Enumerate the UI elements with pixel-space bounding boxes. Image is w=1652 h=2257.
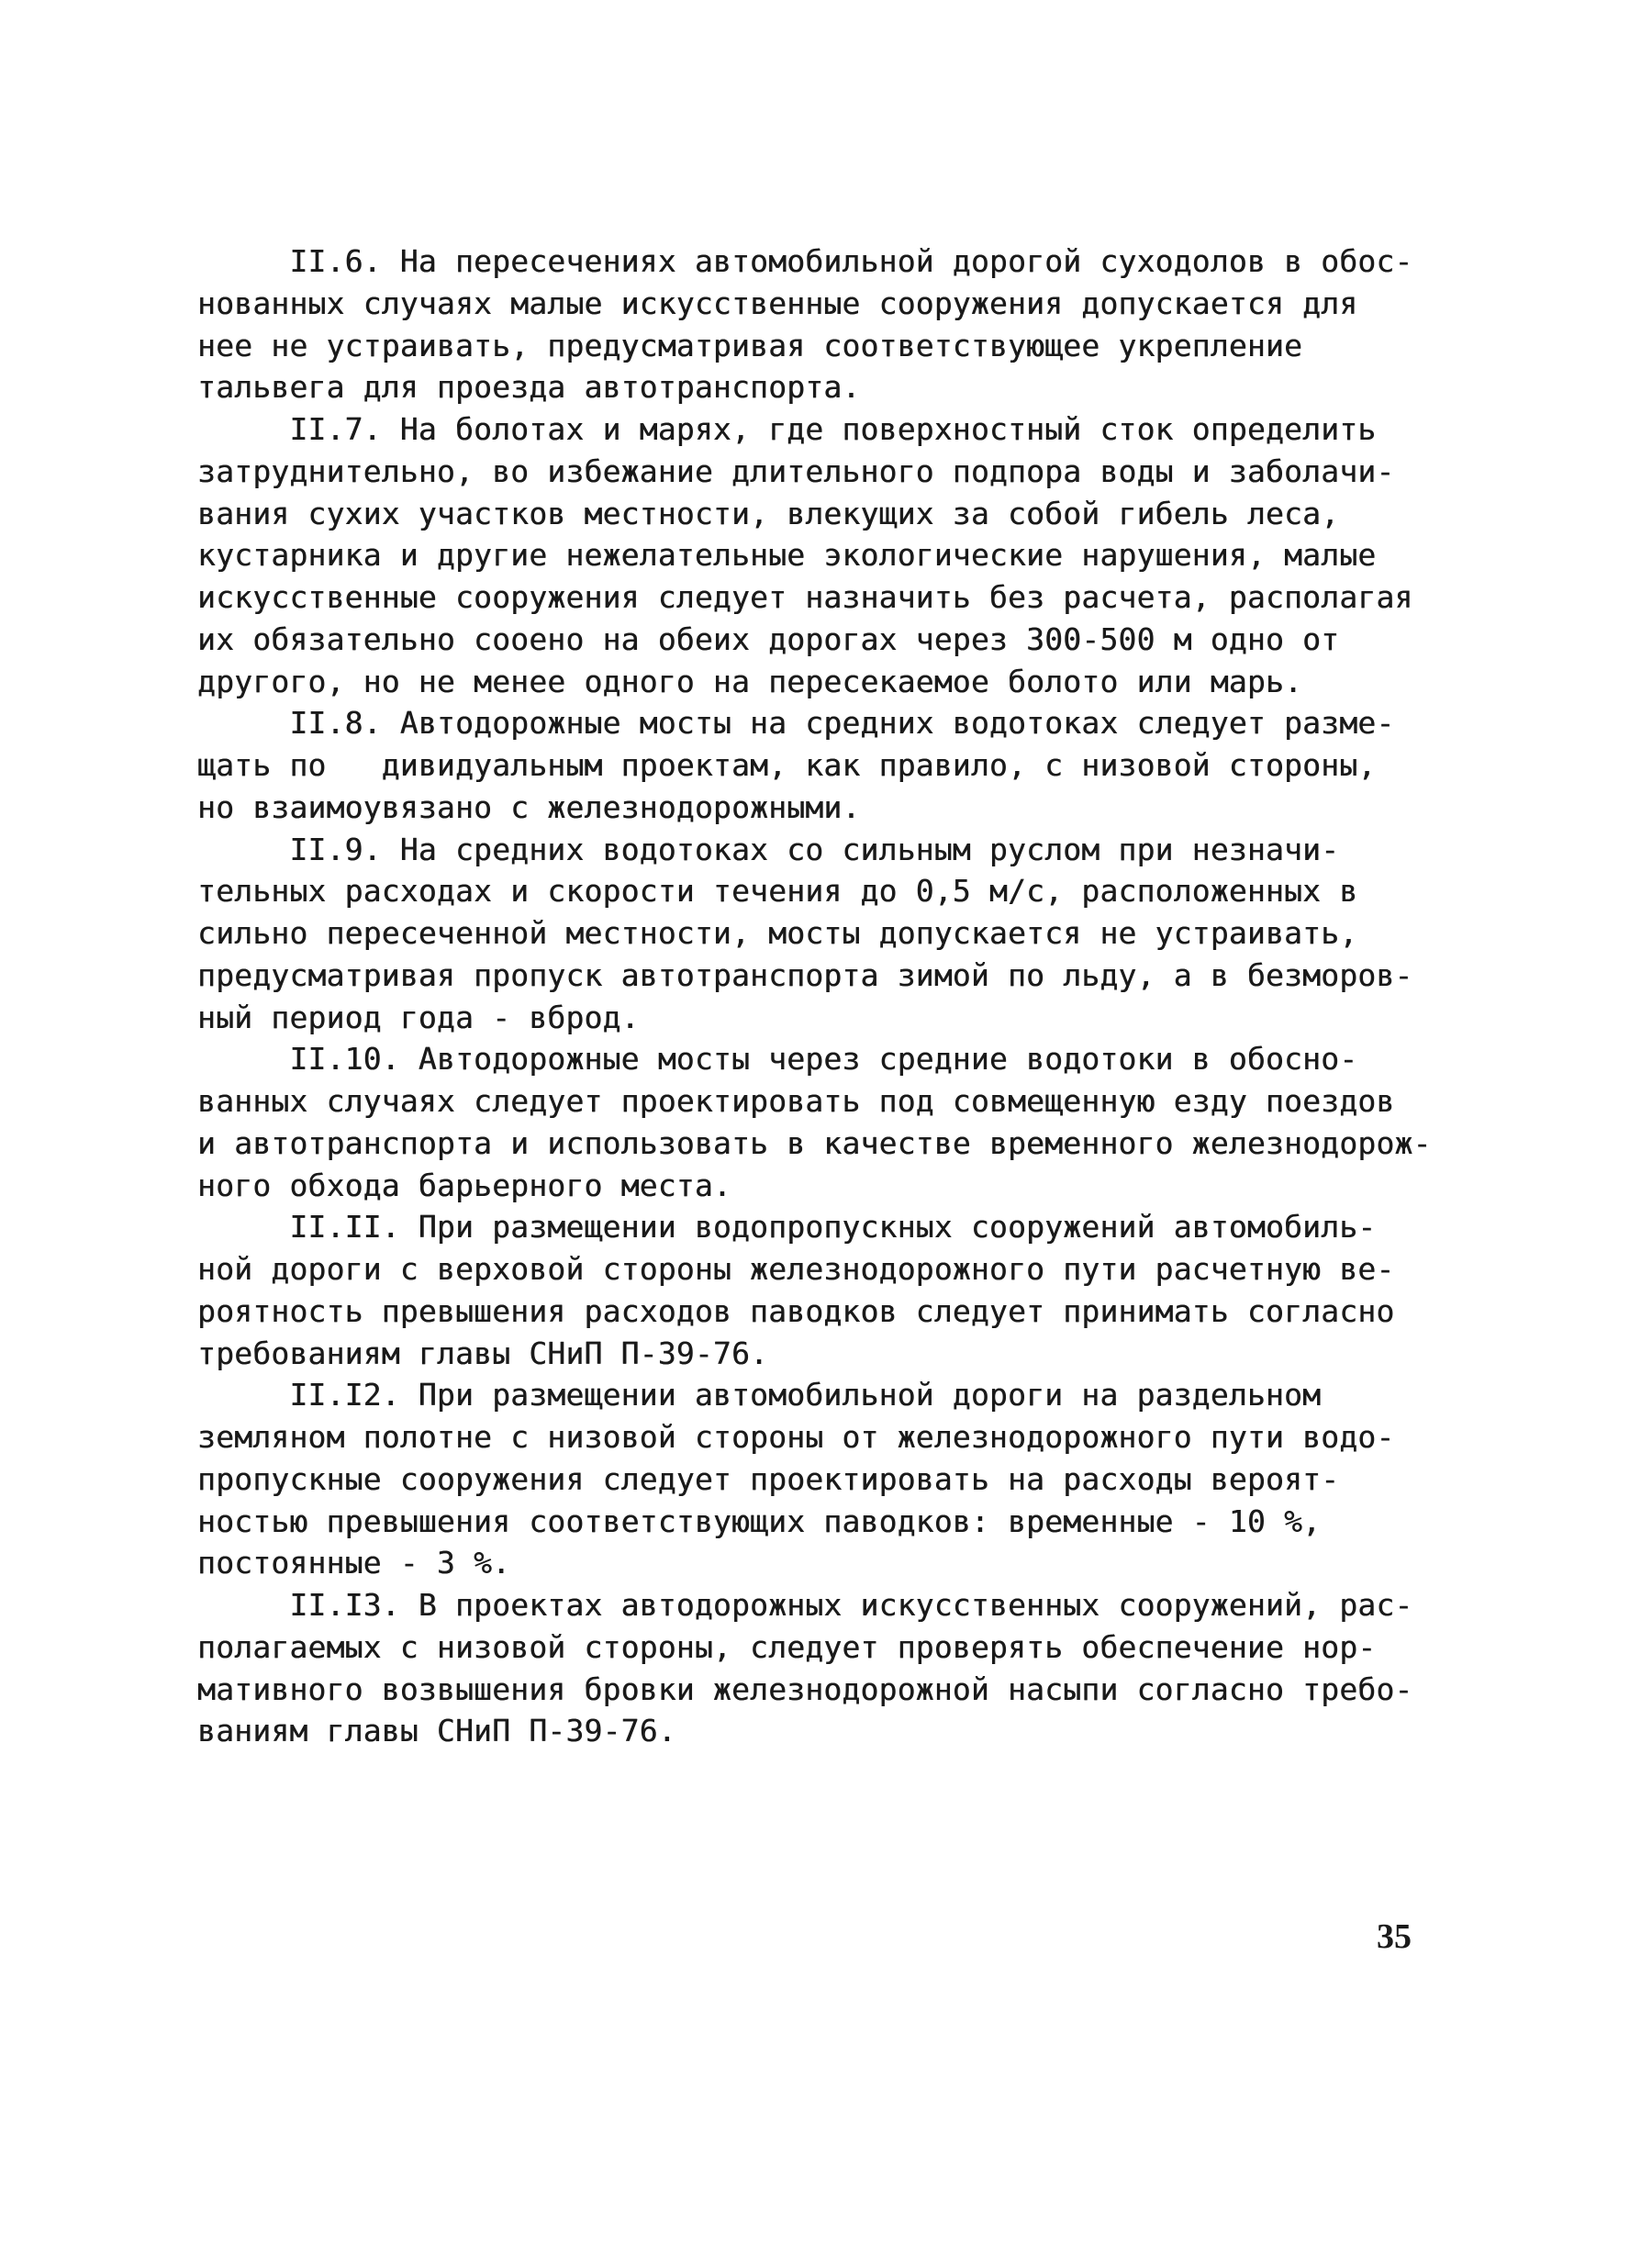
text-line: их обязательно сооено на обеих дорогах через 300-500 м одно от: [197, 620, 1340, 657]
text-line: земляном полотне с низовой стороны от железнодорожного пути водо-: [197, 1419, 1395, 1455]
text-line: постоянные - 3 %.: [197, 1545, 511, 1581]
text-line: пропускные сооружения следует проектировать на расходы вероят-: [197, 1460, 1340, 1497]
text-line: II.II. При размещении водопропускных сооружений автомобиль-: [197, 1209, 1377, 1246]
text-line: кустарника и другие нежелательные экологические нарушения, малые: [197, 537, 1377, 574]
text-line: другого, но не менее одного на пересекаемое болото или марь.: [197, 663, 1303, 699]
text-line: нее не устраивать, предусматривая соответствующее укрепление: [197, 327, 1303, 363]
text-line: ваниям главы СНиП П-39-76.: [197, 1713, 676, 1749]
text-line: предусматривая пропуск автотранспорта зимой по льду, а в безморов-: [197, 956, 1413, 993]
text-line: мативного возвышения бровки железнодорожной насыпи согласно требо-: [197, 1670, 1413, 1707]
text-line: роятность превышения расходов паводков следует принимать согласно: [197, 1292, 1395, 1329]
text-line: II.I3. В проектах автодорожных искусственных сооружений, рас-: [197, 1587, 1413, 1623]
text-line: сильно пересеченной местности, мосты допускается не устраивать,: [197, 915, 1358, 951]
text-line: ной дороги с верховой стороны железнодорожного пути расчетную ве-: [197, 1251, 1395, 1287]
text-line: II.9. На средних водотоках со сильным руслом при незначи-: [197, 831, 1340, 867]
text-line: требованиям главы СНиП П-39-76.: [197, 1335, 769, 1371]
text-line: II.10. Автодорожные мосты через средние водотоки в обосно-: [197, 1041, 1358, 1078]
text-line: II.7. На болотах и марях, где поверхностный сток определить: [197, 411, 1377, 447]
text-line: затруднительно, во избежание длительного подпора воды и заболачи-: [197, 453, 1395, 489]
text-line: искусственные сооружения следует назначить без расчета, располагая: [197, 579, 1413, 615]
text-line: нованных случаях малые искусственные сооружения допускается для: [197, 285, 1358, 321]
text-line: щать по дивидуальным проектам, как правило, с низовой стороны,: [197, 747, 1377, 783]
text-line: и автотранспорта и использовать в качестве временного железнодорож-: [197, 1124, 1432, 1161]
text-line: II.I2. При размещении автомобильной дороги на раздельном: [197, 1377, 1322, 1413]
text-line: ного обхода барьерного места.: [197, 1167, 731, 1203]
document-text: [197, 240, 1432, 1752]
page-number: 35: [1377, 1917, 1412, 1956]
text-line: II.8. Автодорожные мосты на средних водотоках следует разме-: [197, 705, 1395, 742]
text-line: полагаемых с низовой стороны, следует проверять обеспечение нор-: [197, 1628, 1377, 1665]
text-line: II.6. На пересечениях автомобильной дорогой суходолов в обос-: [197, 243, 1413, 279]
text-line: ванных случаях следует проектировать под совмещенную езду поездов: [197, 1083, 1395, 1119]
text-line: ностью превышения соответствующих паводков: временные - 10 %,: [197, 1503, 1322, 1539]
text-line: вания сухих участков местности, влекущих за собой гибель леса,: [197, 495, 1340, 531]
text-line: тельных расходах и скорости течения до 0,5 м/с, расположенных в: [197, 873, 1358, 910]
text-line: тальвега для проезда автотранспорта.: [197, 369, 861, 406]
text-line: но взаимоувязано с железнодорожными.: [197, 788, 861, 825]
text-line: ный период года - вброд.: [197, 999, 640, 1035]
